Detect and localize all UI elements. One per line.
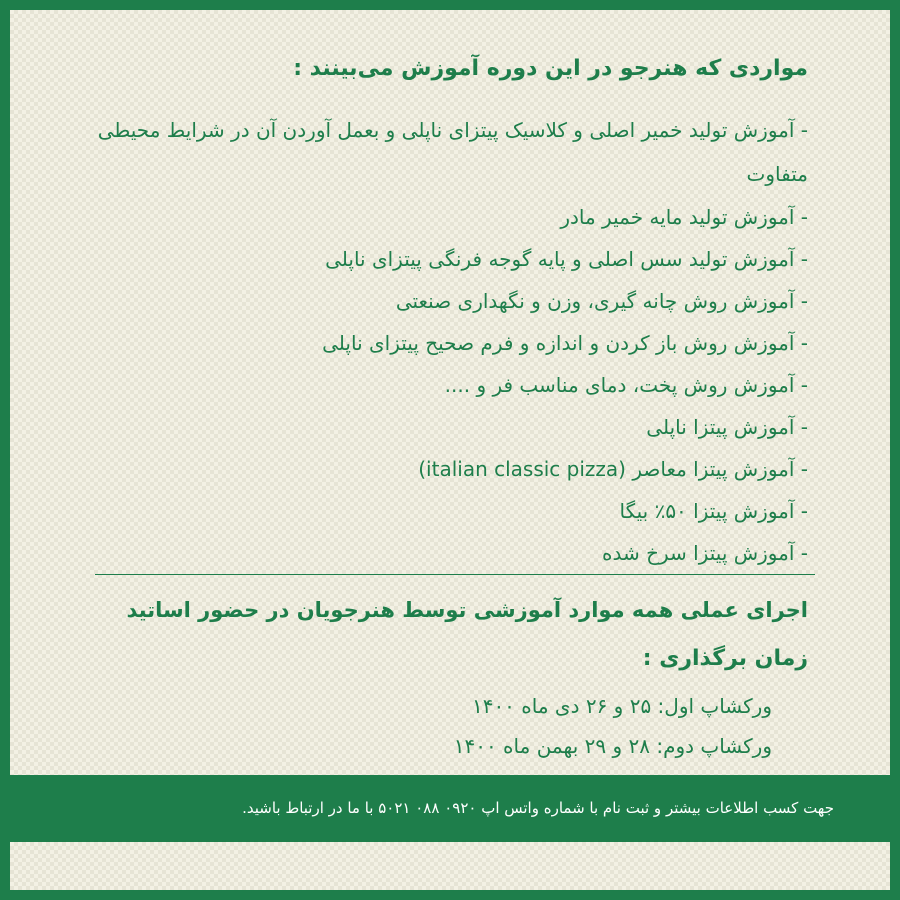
topic-item: - آموزش پیتزا سرخ شده: [602, 541, 808, 565]
workshop-list: [454, 686, 772, 766]
bottom-strip: [10, 842, 890, 890]
content-panel: [10, 10, 890, 775]
topic-item: - آموزش تولید سس اصلی و پایه گوجه فرنگی پیتزای ناپلی: [325, 247, 808, 271]
topic-item: - آموزش پیتزا معاصر (italian classic pizza): [418, 457, 808, 481]
topic-item: - آموزش پیتزا ناپلی: [646, 415, 808, 439]
topic-item: - آموزش روش باز کردن و اندازه و فرم صحیح پیتزای ناپلی: [322, 331, 808, 355]
contact-footer: [10, 775, 890, 840]
workshop-1-date: ورکشاپ اول: ۲۵ و ۲۶ دی ماه ۱۴۰۰: [471, 694, 772, 718]
topic-item: - آموزش روش پخت، دمای مناسب فر و ....: [444, 373, 808, 397]
contact-text: جهت کسب اطلاعات بیشتر و ثبت نام با شماره واتس اپ ۰۹۲۰ ۰۸۸ ۵۰۲۱ با ما در ارتباط باشید.: [242, 798, 834, 817]
practical-note: اجرای عملی همه موارد آموزشی توسط هنرجویان در حضور اساتید: [126, 598, 808, 622]
topic-item: - آموزش پیتزا ۵۰٪ بیگا: [619, 499, 808, 523]
course-heading: مواردی که هنرجو در این دوره آموزش می‌بینند :: [293, 56, 808, 81]
topic-item: - آموزش روش چانه گیری، وزن و نگهداری صنعتی: [395, 289, 808, 313]
section-divider: [95, 574, 815, 575]
topic-item: - آموزش تولید مایه خمیر مادر: [560, 205, 808, 229]
workshop-2-date: ورکشاپ دوم: ۲۸ و ۲۹ بهمن ماه ۱۴۰۰: [453, 734, 772, 758]
schedule-title: زمان برگذاری :: [642, 646, 808, 671]
topics-list: [88, 108, 808, 574]
topic-item: - آموزش تولید خمیر اصلی و کلاسیک پیتزای ناپلی و بعمل آوردن آن در شرایط محیطی متفاوت: [97, 118, 808, 186]
